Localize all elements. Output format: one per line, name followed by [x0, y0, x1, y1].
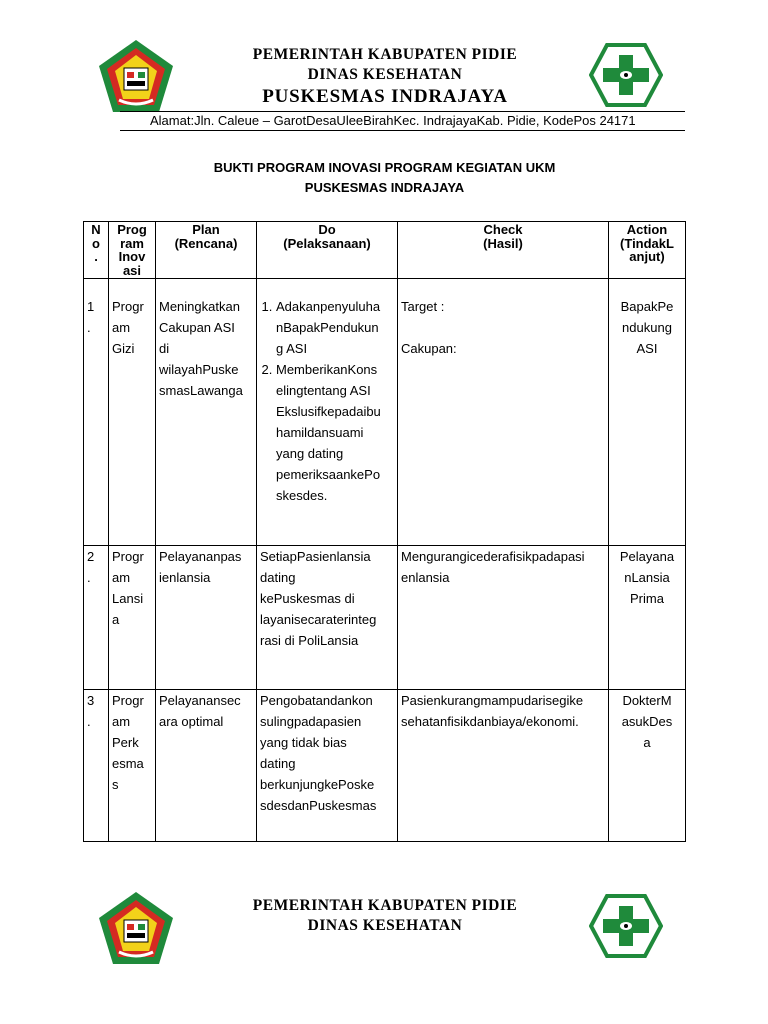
check-cakupan: Cakupan:	[401, 341, 457, 356]
pidie-regency-emblem-icon	[97, 890, 175, 966]
row-plan: Pelayanansec ara optimal	[156, 690, 257, 842]
row-action: DokterM asukDes a	[609, 690, 686, 842]
row-check: Mengurangicederafisikpadapasi enlansia	[398, 546, 609, 690]
header-divider-bottom	[120, 130, 685, 131]
header-no: N o .	[84, 222, 109, 279]
row-program: Progr am Lansi a	[109, 546, 156, 690]
address-text: Alamat:Jln. Caleue – GarotDesaUleeBirahKec. IndrajayaKab. Pidie, KodePos 24171	[150, 113, 636, 128]
row-no: 1 .	[84, 279, 109, 546]
table-row	[84, 546, 686, 690]
row-do: Pengobatandankon sulingpadapasien yang tidak bias dating berkunjungkePoske sdesdanPuskesmas	[257, 690, 398, 842]
document-title-line-2: PUSKESMAS INDRAJAYA	[304, 180, 465, 195]
table-row	[84, 690, 686, 842]
row-do: SetiapPasienlansia dating kePuskesmas di layanisecaraterinteg rasi di PoliLansia	[257, 546, 398, 690]
row-program: Progr am Perk esma s	[109, 690, 156, 842]
row-plan: Pelayananpas ienlansia	[156, 546, 257, 690]
check-target: Target :	[401, 299, 445, 314]
header-line-2: DINAS KESEHATAN	[307, 66, 463, 83]
footer-line-1: PEMERINTAH KABUPATEN PIDIE	[252, 897, 518, 914]
header-program: Prog ram Inov asi	[109, 222, 156, 279]
header-line-1: PEMERINTAH KABUPATEN PIDIE	[252, 46, 518, 63]
row-no: 2 .	[84, 546, 109, 690]
table-row	[84, 279, 686, 546]
document-title-line-1: BUKTI PROGRAM INOVASI PROGRAM KEGIATAN UKM	[213, 160, 556, 175]
row-program: Progr am Gizi	[109, 279, 156, 546]
puskesmas-logo-icon	[589, 894, 663, 958]
table-header-row	[84, 222, 686, 279]
header-divider-top	[120, 111, 685, 112]
header-check: Check (Hasil)	[398, 222, 609, 279]
row-check	[398, 279, 609, 546]
row-action: Pelayana nLansia Prima	[609, 546, 686, 690]
footer-line-2: DINAS KESEHATAN	[307, 917, 463, 934]
do-step: 1. Adakanpenyuluha nBapakPendukun g ASI	[276, 296, 394, 359]
row-check: Pasienkurangmampudarisegike sehatanfisikdanbiaya/ekonomi.	[398, 690, 609, 842]
row-action: BapakPe ndukung ASI	[609, 279, 686, 546]
header-do: Do (Pelaksanaan)	[257, 222, 398, 279]
row-no: 3 .	[84, 690, 109, 842]
row-do	[257, 279, 398, 546]
innovation-program-table	[83, 221, 686, 842]
row-plan: Meningkatkan Cakupan ASI di wilayahPuske smasLawanga	[156, 279, 257, 546]
do-step: 2. MemberikanKons elingtentang ASI Ekslusifkepadaibu hamildansuami yang dating pemeriksaankePo skesdes.	[276, 359, 394, 506]
pidie-regency-emblem-icon	[97, 38, 175, 114]
puskesmas-logo-icon	[589, 43, 663, 107]
header-line-3: PUSKESMAS INDRAJAYA	[262, 86, 508, 107]
header-plan: Plan (Rencana)	[156, 222, 257, 279]
header-action: Action (TindakL anjut)	[609, 222, 686, 279]
